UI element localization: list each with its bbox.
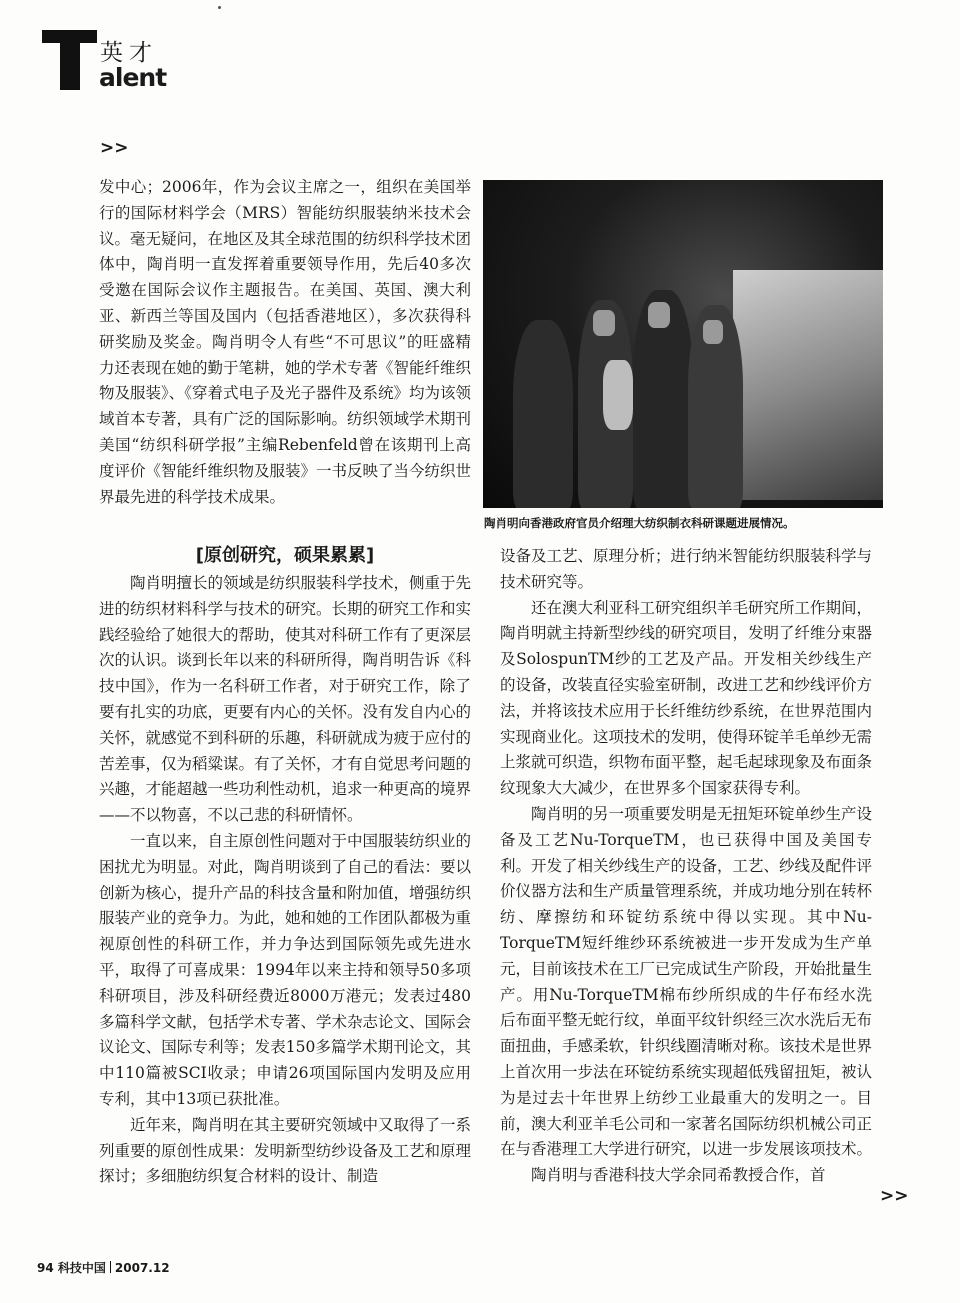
intro-paragraph: 发中心；2006年，作为会议主席之一，组织在美国举行的国际材料学会（MRS）智能纺织服装纳米技术会议。毫无疑问，在地区及其全球范围的纺织科学技术团体中，陶肖明一直发挥着重要领导作用，先后40多次受邀在国际会议作主题报告。在美国、英国、澳大利亚、新西兰等国及国内（包括香港地区），多次获得科研奖励及奖金。陶肖明令人有些“不可思议”的旺盛精力还表现在她的勤于笔耕，她的学术专著《智能纤维织物及服装》、《穿着式电子及光子器件及系统》均为该领域首本专著，具有广泛的国际影响。纺织领域学术期刊美国“纺织科研学报”主编Rebenfeld曾在该期刊上高度评价《智能纤维织物及服装》一书反映了当今纺织世界最先进的科学技术成果。 [99, 178, 472, 506]
logo-t-glyph [42, 30, 97, 90]
photo-caption: 陶肖明向香港政府官员介绍理大纺织制衣科研课题进展情况。 [484, 516, 795, 530]
page-number: 94 [37, 1261, 54, 1275]
article-photo [483, 180, 883, 508]
body-paragraph: 陶肖明的另一项重要发明是无扭矩环锭单纱生产设备及工艺Nu-TorqueTM，也已获得中国及美国专利。开发了相关纱线生产的设备，工艺、纱线及配件评价仪器方法和生产质量管理系统，并成功地分别在转杯纺、摩擦纺和环锭纺系统中得以实现。其中Nu-TorqueTM短纤维纱环系统被进一步开发成为生产单元，目前该技术在工厂已完成试生产阶段，开始批量生产。用Nu-TorqueTM棉布纱所织成的牛仔布经水洗后布面平整无蛇行纹，单面平纹针织经三次水洗后无布面扭曲，手感柔软，针织线圈清晰对称。该技术是世界上首次用一步法在环锭纺系统实现超低残留扭矩，被认为是过去十年世界上纺纱工业最重大的发明之一。目前，澳大利亚羊毛公司和一家著名国际纺织机械公司正在与香港理工大学进行研究，以进一步发展该项技术。 [500, 804, 873, 1159]
section-title-en: alent [99, 63, 167, 92]
stray-dot [218, 6, 221, 9]
body-paragraph: 设备及工艺、原理分析；进行纳米智能纺织服装科学与技术研究等。 [500, 547, 873, 591]
section-title-cn: 英才 [100, 40, 158, 66]
continued-from-marker: >> [100, 138, 129, 158]
intro-column [99, 175, 471, 510]
magazine-name: 科技中国 [57, 1261, 106, 1275]
left-column [99, 543, 471, 1190]
page-footer [37, 1259, 170, 1276]
body-paragraph: 陶肖明与香港科技大学余同希教授合作，首 [531, 1166, 826, 1185]
right-column [500, 544, 872, 1189]
body-paragraph: 陶肖明擅长的领域是纺织服装科学技术，侧重于先进的纺织材料科学与技术的研究。长期的研究工作和实践经验给了她很大的帮助，使其对科研工作有了更深层次的认识。谈到长年以来的科研所得，陶肖明告诉《科技中国》，作为一名科研工作者，对于研究工作，除了要有扎实的功底，更要有内心的关怀。没有发自内心的关怀，就感觉不到科研的乐趣，科研就成为疲于应付的苦差事，仅为稻粱谋。有了关怀，才有自觉思考问题的兴趣，才能超越一些功利性动机，追求一种更高的境界——不以物喜，不以己悲的科研情怀。 [99, 574, 472, 825]
section-heading: [原创研究，硕果累累] [195, 545, 375, 566]
issue-date: 2007.12 [114, 1261, 170, 1275]
body-paragraph: 近年来，陶肖明在其主要研究领域中又取得了一系列重要的原创性成果：发明新型纺纱设备及工艺和原理探讨；多细胞纺织复合材料的设计、制造 [99, 1115, 472, 1186]
body-paragraph: 还在澳大利亚科工研究组织羊毛研究所工作期间，陶肖明就主持新型纱线的研究项目，发明了纤维分束器及SolospunTM纱的工艺及产品。开发相关纱线生产的设备，改装直径实验室研制，改进工艺和纱线评价方法，并将该技术应用于长纤维纺纱系统，在世界范围内实现商业化。这项技术的发明，使得环锭羊毛单纱无需上浆就可织造，织物布面平整，起毛起球现象及布面条纹现象大大减少，在世界多个国家获得专利。 [500, 598, 873, 798]
body-paragraph: 一直以来，自主原创性问题对于中国服装纺织业的困扰尤为明显。对此，陶肖明谈到了自己的看法：要以创新为核心，提升产品的科技含量和附加值，增强纺织服装产业的竞争力。为此，她和她的工作团队都极为重视原创性的科研工作，并力争达到国际领先或先进水平，取得了可喜成果：1994年以来主持和领导50多项科研项目，涉及科研经费近8000万港元；发表过480多篇科学文献，包括学术专著、学术杂志论文、国际会议论文、国际专利等；发表150多篇学术期刊论文，其中110篇被SCI收录；申请26项国际国内发明及应用专利，其中13项已获批准。 [99, 831, 472, 1108]
continued-marker: >> [880, 1186, 909, 1206]
